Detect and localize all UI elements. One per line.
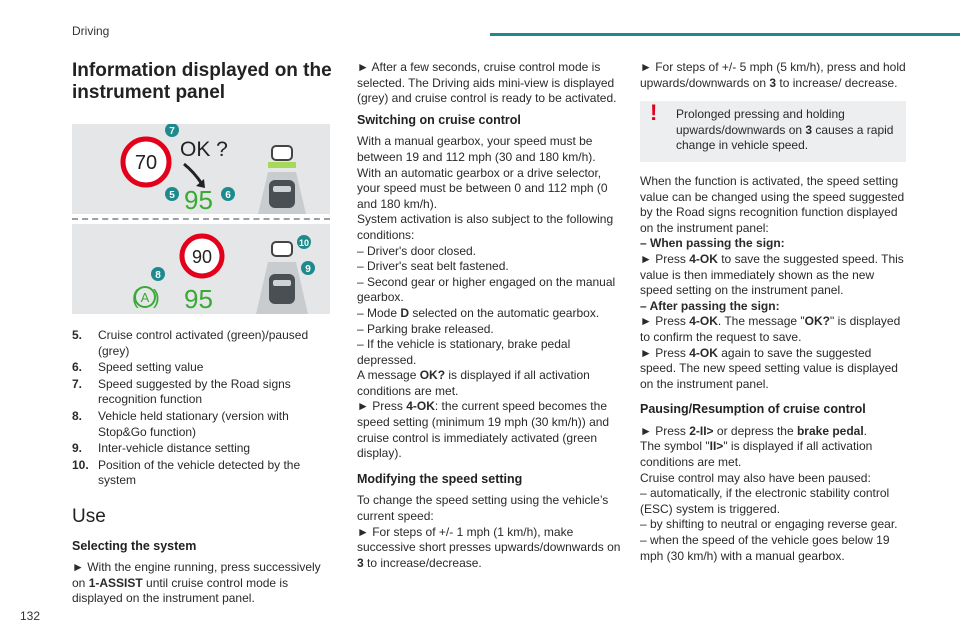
legend-number: 7. bbox=[72, 376, 83, 391]
figure-panel-bottom bbox=[72, 224, 330, 314]
legend-text: Position of the vehicle detected by the system bbox=[98, 457, 301, 488]
legend-number: 10. bbox=[72, 457, 89, 472]
text-line: – After passing the sign: bbox=[640, 298, 780, 313]
callout-5: 5 bbox=[169, 190, 175, 201]
legend-item bbox=[72, 441, 332, 457]
selecting-heading: Selecting the system bbox=[72, 538, 197, 553]
text-line: ► Press 4-OK: the current speed becomes the speed setting (minimum 19 mph (30 km/h)) and cruise control is immediately activated (green display). bbox=[357, 399, 610, 461]
legend-item bbox=[72, 458, 332, 489]
legend-item bbox=[72, 328, 332, 359]
legend-item bbox=[72, 409, 332, 440]
header-bar bbox=[490, 33, 960, 36]
speed-sign-value: 70 bbox=[134, 152, 158, 174]
condition-item: – Mode D selected on the automatic gearbox. bbox=[357, 305, 600, 320]
callout-8: 8 bbox=[155, 270, 161, 281]
text-line: To change the speed setting using the vehicle’s current speed: bbox=[357, 493, 609, 524]
legend-item bbox=[72, 360, 332, 376]
figure-legend bbox=[72, 328, 332, 489]
figure-divider bbox=[72, 218, 330, 220]
use-heading: Use bbox=[72, 505, 106, 527]
legend-number: 9. bbox=[72, 441, 83, 456]
condition-item: – Second gear or higher engaged on the manual gearbox. bbox=[357, 274, 616, 305]
switching-body bbox=[357, 134, 623, 461]
text-line: ► Press 4-OK to save the suggested speed. This value is then immediately shown as the new speed setting on the instrument panel. bbox=[640, 251, 904, 298]
step-paragraph: ► For steps of +/- 5 mph (5 km/h), press and hold upwards/downwards on 3 to increase/ decrease. bbox=[640, 60, 906, 90]
speed-setting-value: 95 bbox=[184, 185, 213, 214]
legend-text: Vehicle held stationary (version with Stop&Go function) bbox=[98, 408, 289, 439]
text-line: ► For steps of +/- 1 mph (1 km/h), make successive short presses upwards/downwards on 3 to increase/decrease. bbox=[357, 524, 621, 570]
intro-paragraph: ► After a few seconds, cruise control mode is selected. The Driving aids mini-view is displayed (grey) and cruise control is ready to be activated. bbox=[357, 60, 617, 106]
column-3 bbox=[640, 60, 906, 564]
text-line: With an automatic gearbox or a drive selector, your speed must be between 0 and 112 mph (0 and 180 km/h). bbox=[357, 165, 608, 211]
legend-number: 8. bbox=[72, 408, 83, 423]
pausing-heading: Pausing/Resumption of cruise control bbox=[640, 402, 866, 417]
condition-item: – Driver's seat belt fastened. bbox=[357, 259, 509, 274]
text-line: – When passing the sign: bbox=[640, 236, 785, 251]
text-line: – automatically, if the electronic stability control (ESC) system is triggered. bbox=[640, 486, 890, 516]
speed-setting-value-2: 95 bbox=[184, 284, 213, 314]
callout-9: 9 bbox=[305, 264, 311, 275]
column-2 bbox=[357, 60, 623, 571]
ok-message: OK ? bbox=[180, 138, 228, 161]
warning-icon: ! bbox=[650, 100, 658, 126]
callout-6: 6 bbox=[225, 190, 231, 201]
legend-number: 6. bbox=[72, 360, 83, 375]
figure-panel-top bbox=[72, 124, 330, 214]
text-line: With a manual gearbox, your speed must be between 19 and 112 mph (30 and 180 km/h). bbox=[357, 134, 596, 164]
speed-sign-value-2: 90 bbox=[191, 247, 213, 267]
text-line: Cruise control may also have been paused: bbox=[640, 470, 871, 485]
warning-text: Prolonged pressing and holding upwards/downwards on 3 causes a rapid change in vehicle speed. bbox=[676, 107, 894, 153]
cruise-display-bottom bbox=[72, 224, 330, 314]
text-line: ► Press 2-II> or depress the brake pedal. bbox=[640, 423, 868, 438]
instrument-figure bbox=[72, 124, 330, 314]
legend-text: Cruise control activated (green)/paused (grey) bbox=[98, 328, 309, 358]
text-line: System activation is also subject to the following conditions: bbox=[357, 212, 614, 242]
modifying-heading: Modifying the speed setting bbox=[357, 471, 523, 486]
condition-item: – Driver's door closed. bbox=[357, 243, 477, 258]
legend-text: Speed setting value bbox=[98, 360, 204, 375]
column-1 bbox=[72, 60, 332, 613]
section-title: Driving bbox=[72, 24, 110, 38]
callout-10: 10 bbox=[298, 238, 310, 248]
cruise-display-top bbox=[72, 124, 330, 214]
switching-heading: Switching on cruise control bbox=[357, 112, 521, 127]
condition-item: – Parking brake released. bbox=[357, 321, 494, 336]
text-line: The symbol "II>" is displayed if all activation conditions are met. bbox=[640, 439, 873, 470]
page-number: 132 bbox=[20, 609, 41, 623]
text-line: ► Press 4-OK. The message "OK?" is displayed to confirm the request to save. bbox=[640, 314, 901, 344]
stopgo-letter: A bbox=[140, 290, 150, 305]
text-line: When the function is activated, the speed setting value can be changed using the speed suggested by the Road signs recognition function displayed on the instrument panel: bbox=[640, 173, 905, 235]
warning-box bbox=[640, 101, 906, 162]
selecting-paragraph: ► With the engine running, press successively on 1-ASSIST until cruise control mode is displayed on the instrument panel. bbox=[72, 560, 321, 606]
callout-7: 7 bbox=[169, 126, 175, 137]
legend-item bbox=[72, 377, 332, 408]
text-line: ► Press 4-OK again to save the suggested speed. The new speed setting value is displayed on the instrument panel. bbox=[640, 345, 898, 391]
section-heading: Information displayed on the instrument panel bbox=[72, 60, 332, 103]
svg-text:(: ( bbox=[132, 287, 139, 309]
condition-item: – If the vehicle is stationary, brake pedal depressed. bbox=[357, 337, 571, 367]
legend-text: Inter-vehicle distance setting bbox=[98, 441, 251, 456]
svg-text:): ) bbox=[153, 287, 160, 309]
text-line: – when the speed of the vehicle goes below 19 mph (30 km/h) with a manual gearbox. bbox=[640, 533, 890, 563]
text-line: – by shifting to neutral or engaging reverse gear. bbox=[640, 517, 898, 532]
legend-text: Speed suggested by the Road signs recognition function bbox=[98, 376, 291, 407]
text-line: A message OK? is displayed if all activation conditions are met. bbox=[357, 368, 590, 398]
legend-number: 5. bbox=[72, 328, 83, 342]
